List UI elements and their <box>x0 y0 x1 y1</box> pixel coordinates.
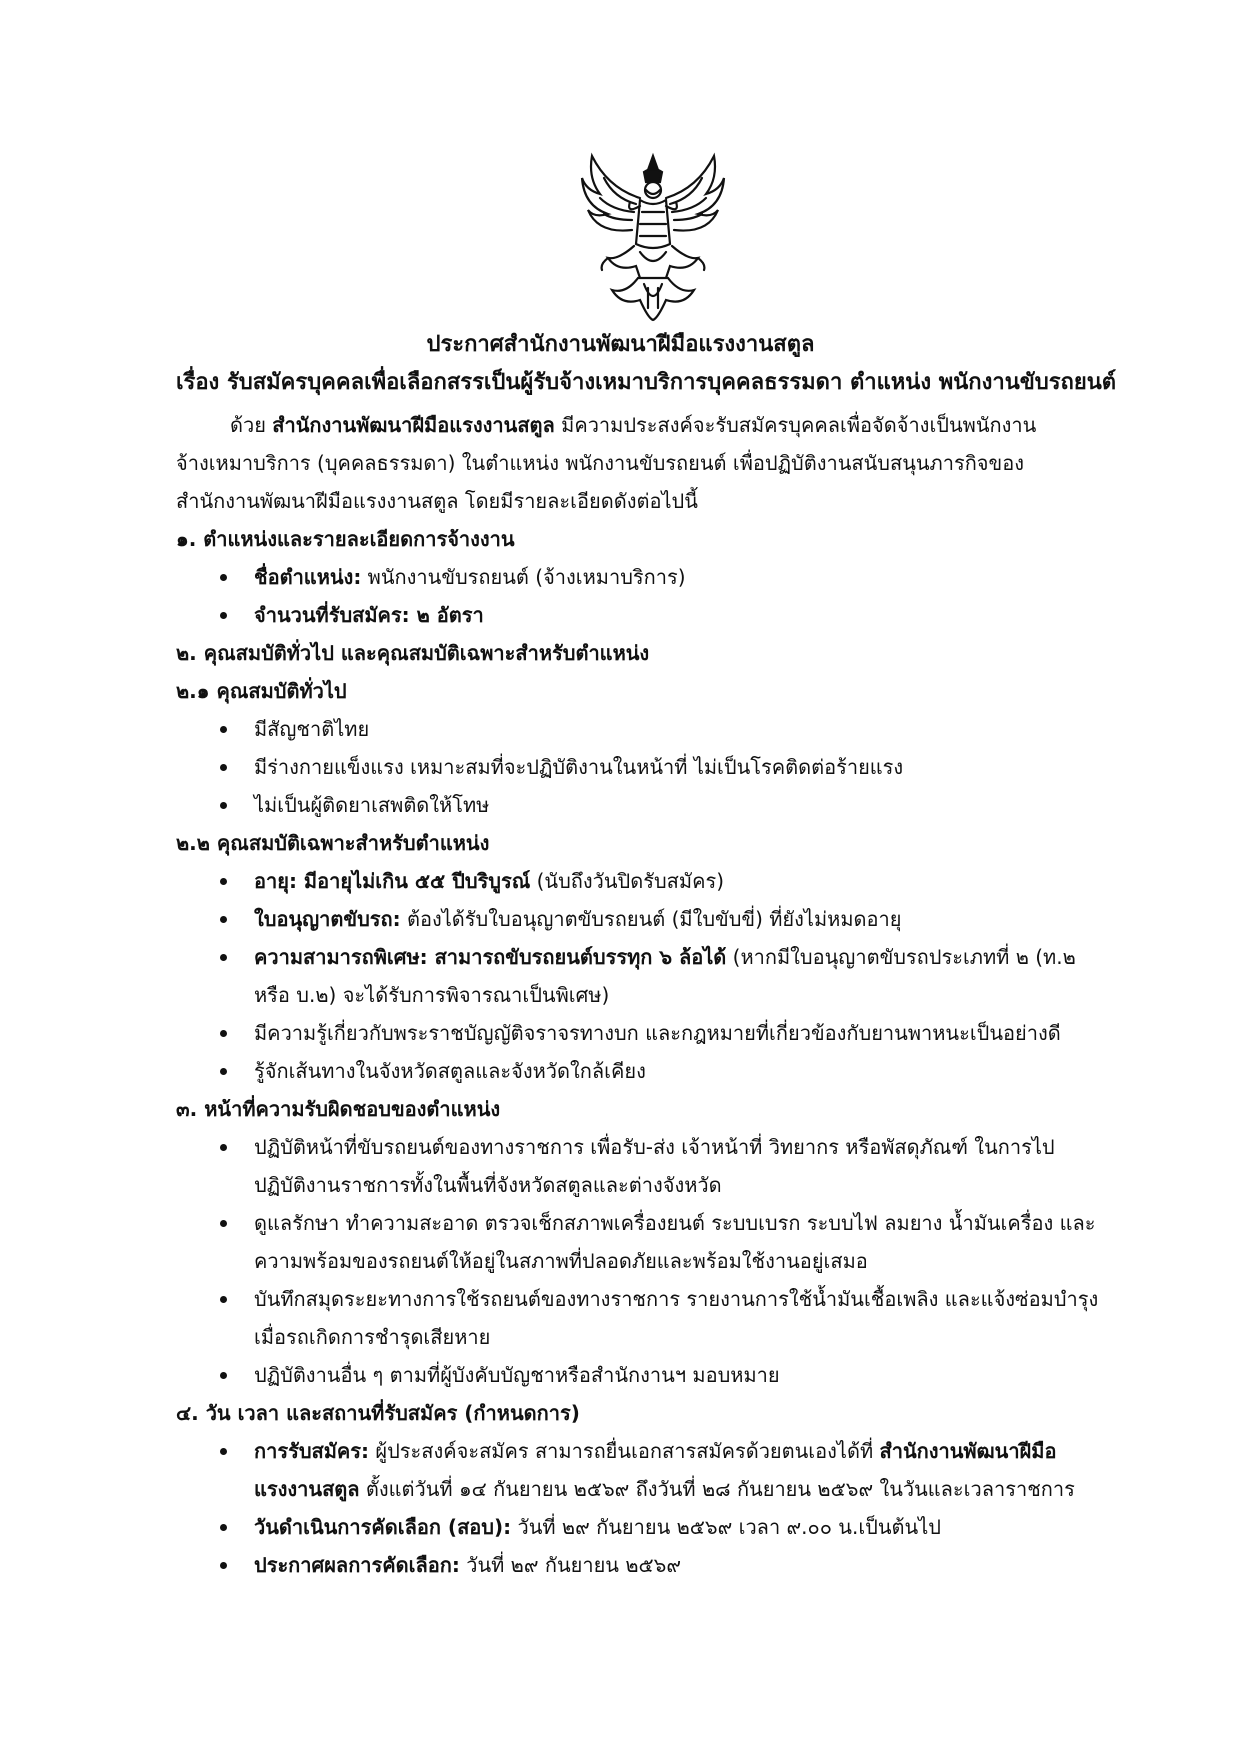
list-item <box>176 1546 1116 1584</box>
intro-line-1 <box>176 406 1116 444</box>
license-label: ใบอนุญาตขับรถ: <box>254 907 401 931</box>
intro-line-2: จ้างเหมาบริการ (บุคคลธรรมดา) ในตำแหน่ง พนักงานขับรถยนต์ เพื่อปฏิบัติงานสนับสนุนภารกิจของ <box>176 451 1024 475</box>
age-label: อายุ: มีอายุไม่เกิน ๕๕ ปีบริบูรณ์ <box>254 869 531 893</box>
license-text: ต้องได้รับใบอนุญาตขับรถยนต์ (มีใบขับขี่) ที่ยังไม่หมดอายุ <box>400 907 902 931</box>
intro-text: มีความประสงค์จะรับสมัครบุคคลเพื่อจัดจ้างเป็นพนักงาน <box>554 413 1037 437</box>
age-text: (นับถึงวันปิดรับสมัคร) <box>530 869 724 893</box>
section2-general-list <box>176 710 1116 824</box>
bullet-icon <box>220 1372 227 1379</box>
bullet-icon <box>220 726 227 733</box>
list-item <box>176 748 1116 786</box>
list-item <box>176 596 1116 634</box>
apply-agency: สำนักงานพัฒนาฝีมือ <box>879 1439 1057 1463</box>
skill-label: ความสามารถพิเศษ: สามารถขับรถยนต์บรรทุก ๖ ล้อได้ <box>254 945 727 969</box>
bullet-icon <box>220 1296 227 1303</box>
bullet-icon <box>220 574 227 581</box>
bullet-icon <box>220 916 227 923</box>
list-item <box>176 900 1116 938</box>
intro-lead: ด้วย <box>230 413 266 437</box>
list-item-text: ไม่เป็นผู้ติดยาเสพติดให้โทษ <box>254 793 490 817</box>
duty-line: ดูแลรักษา ทำความสะอาด ตรวจเช็กสภาพเครื่องยนต์ ระบบเบรก ระบบไฟ ลมยาง น้ำมันเครื่อง และ <box>254 1211 1096 1235</box>
bullet-icon <box>220 878 227 885</box>
section4-heading: ๔. วัน เวลา และสถานที่รับสมัคร (กำหนดการ) <box>176 1401 580 1425</box>
position-label: ชื่อตำแหน่ง: <box>254 565 362 589</box>
result-label: ประกาศผลการคัดเลือก: <box>254 1553 460 1577</box>
list-item <box>176 938 1116 1014</box>
list-item <box>176 1014 1116 1052</box>
list-item <box>176 1128 1116 1204</box>
route-item-text: รู้จักเส้นทางในจังหวัดสตูลและจังหวัดใกล้เคียง <box>254 1059 646 1083</box>
list-item <box>176 1432 1116 1508</box>
announcement-title: ประกาศสำนักงานพัฒนาฝีมือแรงงานสตูล <box>426 332 815 357</box>
list-item <box>176 710 1116 748</box>
duty-line: บันทึกสมุดระยะทางการใช้รถยนต์ของทางราชการ รายงานการใช้น้ำมันเชื้อเพลิง และแจ้งซ่อมบำรุง <box>254 1287 1099 1311</box>
apply-text: ผู้ประสงค์จะสมัคร สามารถยื่นเอกสารสมัครด้วยตนเองได้ที่ <box>369 1439 880 1463</box>
bullet-icon <box>220 1562 227 1569</box>
count-text: จำนวนที่รับสมัคร: ๒ อัตรา <box>254 603 484 627</box>
bullet-icon <box>220 1220 227 1227</box>
announcement-subject: เรื่อง รับสมัครบุคคลเพื่อเลือกสรรเป็นผู้รับจ้างเหมาบริการบุคคลธรรมดา ตำแหน่ง พนักงานขับรถยนต์ <box>176 370 1117 395</box>
list-item <box>176 1508 1116 1546</box>
skill-text-line-2: หรือ บ.๒) จะได้รับการพิจารณาเป็นพิเศษ) <box>254 983 610 1007</box>
garuda-emblem-icon <box>578 148 728 324</box>
exam-text: วันที่ ๒๙ กันยายน ๒๕๖๙ เวลา ๙.๐๐ น.เป็นต้นไป <box>511 1515 941 1539</box>
intro-line-3: สำนักงานพัฒนาฝีมือแรงงานสตูล โดยมีรายละเอียดดังต่อไปนี้ <box>176 489 698 513</box>
result-text: วันที่ ๒๙ กันยายน ๒๕๖๙ <box>459 1553 681 1577</box>
section3-heading: ๓. หน้าที่ความรับผิดชอบของตำแหน่ง <box>176 1097 501 1121</box>
list-item-text: มีสัญชาติไทย <box>254 717 370 741</box>
list-item <box>176 1356 1116 1394</box>
bullet-icon <box>220 1144 227 1151</box>
announcement-body <box>176 406 1116 1584</box>
bullet-icon <box>220 802 227 809</box>
section2-specific-list <box>176 862 1116 1090</box>
duty-line: เมื่อรถเกิดการชำรุดเสียหาย <box>254 1325 491 1349</box>
section2-specific-heading: ๒.๒ คุณสมบัติเฉพาะสำหรับตำแหน่ง <box>176 831 490 855</box>
apply-dates: ตั้งแต่วันที่ ๑๔ กันยายน ๒๕๖๙ ถึงวันที่ ๒๘ กันยายน ๒๕๖๙ ในวันและเวลาราชการ <box>359 1477 1075 1501</box>
duty-line: ปฏิบัติงานราชการทั้งในพื้นที่จังหวัดสตูลและต่างจังหวัด <box>254 1173 722 1197</box>
section3-list <box>176 1128 1116 1394</box>
duty-line: ความพร้อมของรถยนต์ให้อยู่ในสภาพที่ปลอดภัยและพร้อมใช้งานอยู่เสมอ <box>254 1249 868 1273</box>
section2-heading: ๒. คุณสมบัติทั่วไป และคุณสมบัติเฉพาะสำหรับตำแหน่ง <box>176 641 650 665</box>
bullet-icon <box>220 1448 227 1455</box>
list-item <box>176 1204 1116 1280</box>
skill-text: (หากมีใบอนุญาตขับรถประเภทที่ ๒ (ท.๒ <box>726 945 1076 969</box>
position-value: พนักงานขับรถยนต์ (จ้างเหมาบริการ) <box>361 565 686 589</box>
bullet-icon <box>220 1068 227 1075</box>
intro-agency: สำนักงานพัฒนาฝีมือแรงงานสตูล <box>272 413 555 437</box>
list-item <box>176 862 1116 900</box>
bullet-icon <box>220 1524 227 1531</box>
duty-line: ปฏิบัติงานอื่น ๆ ตามที่ผู้บังคับบัญชาหรือสำนักงานฯ มอบหมาย <box>254 1363 780 1387</box>
section1-heading: ๑. ตำแหน่งและรายละเอียดการจ้างงาน <box>176 527 515 551</box>
apply-label: การรับสมัคร: <box>254 1439 370 1463</box>
bullet-icon <box>220 764 227 771</box>
section1-list <box>176 558 1116 634</box>
bullet-icon <box>220 954 227 961</box>
bullet-icon <box>220 1030 227 1037</box>
exam-label: วันดำเนินการคัดเลือก (สอบ): <box>254 1515 512 1539</box>
list-item <box>176 786 1116 824</box>
bullet-icon <box>220 612 227 619</box>
duty-line: ปฏิบัติหน้าที่ขับรถยนต์ของทางราชการ เพื่อรับ-ส่ง เจ้าหน้าที่ วิทยากร หรือพัสดุภัณฑ์ ในการไป <box>254 1135 1055 1159</box>
list-item <box>176 1280 1116 1356</box>
section2-general-heading: ๒.๑ คุณสมบัติทั่วไป <box>176 679 347 703</box>
law-item-text: มีความรู้เกี่ยวกับพระราชบัญญัติจราจรทางบก และกฎหมายที่เกี่ยวข้องกับยานพาหนะเป็นอย่างดี <box>254 1021 1061 1045</box>
list-item <box>176 1052 1116 1090</box>
section4-list <box>176 1432 1116 1584</box>
apply-agency-line-2: แรงงานสตูล <box>254 1477 360 1501</box>
list-item <box>176 558 1116 596</box>
list-item-text: มีร่างกายแข็งแรง เหมาะสมที่จะปฏิบัติงานในหน้าที่ ไม่เป็นโรคติดต่อร้ายแรง <box>254 755 904 779</box>
